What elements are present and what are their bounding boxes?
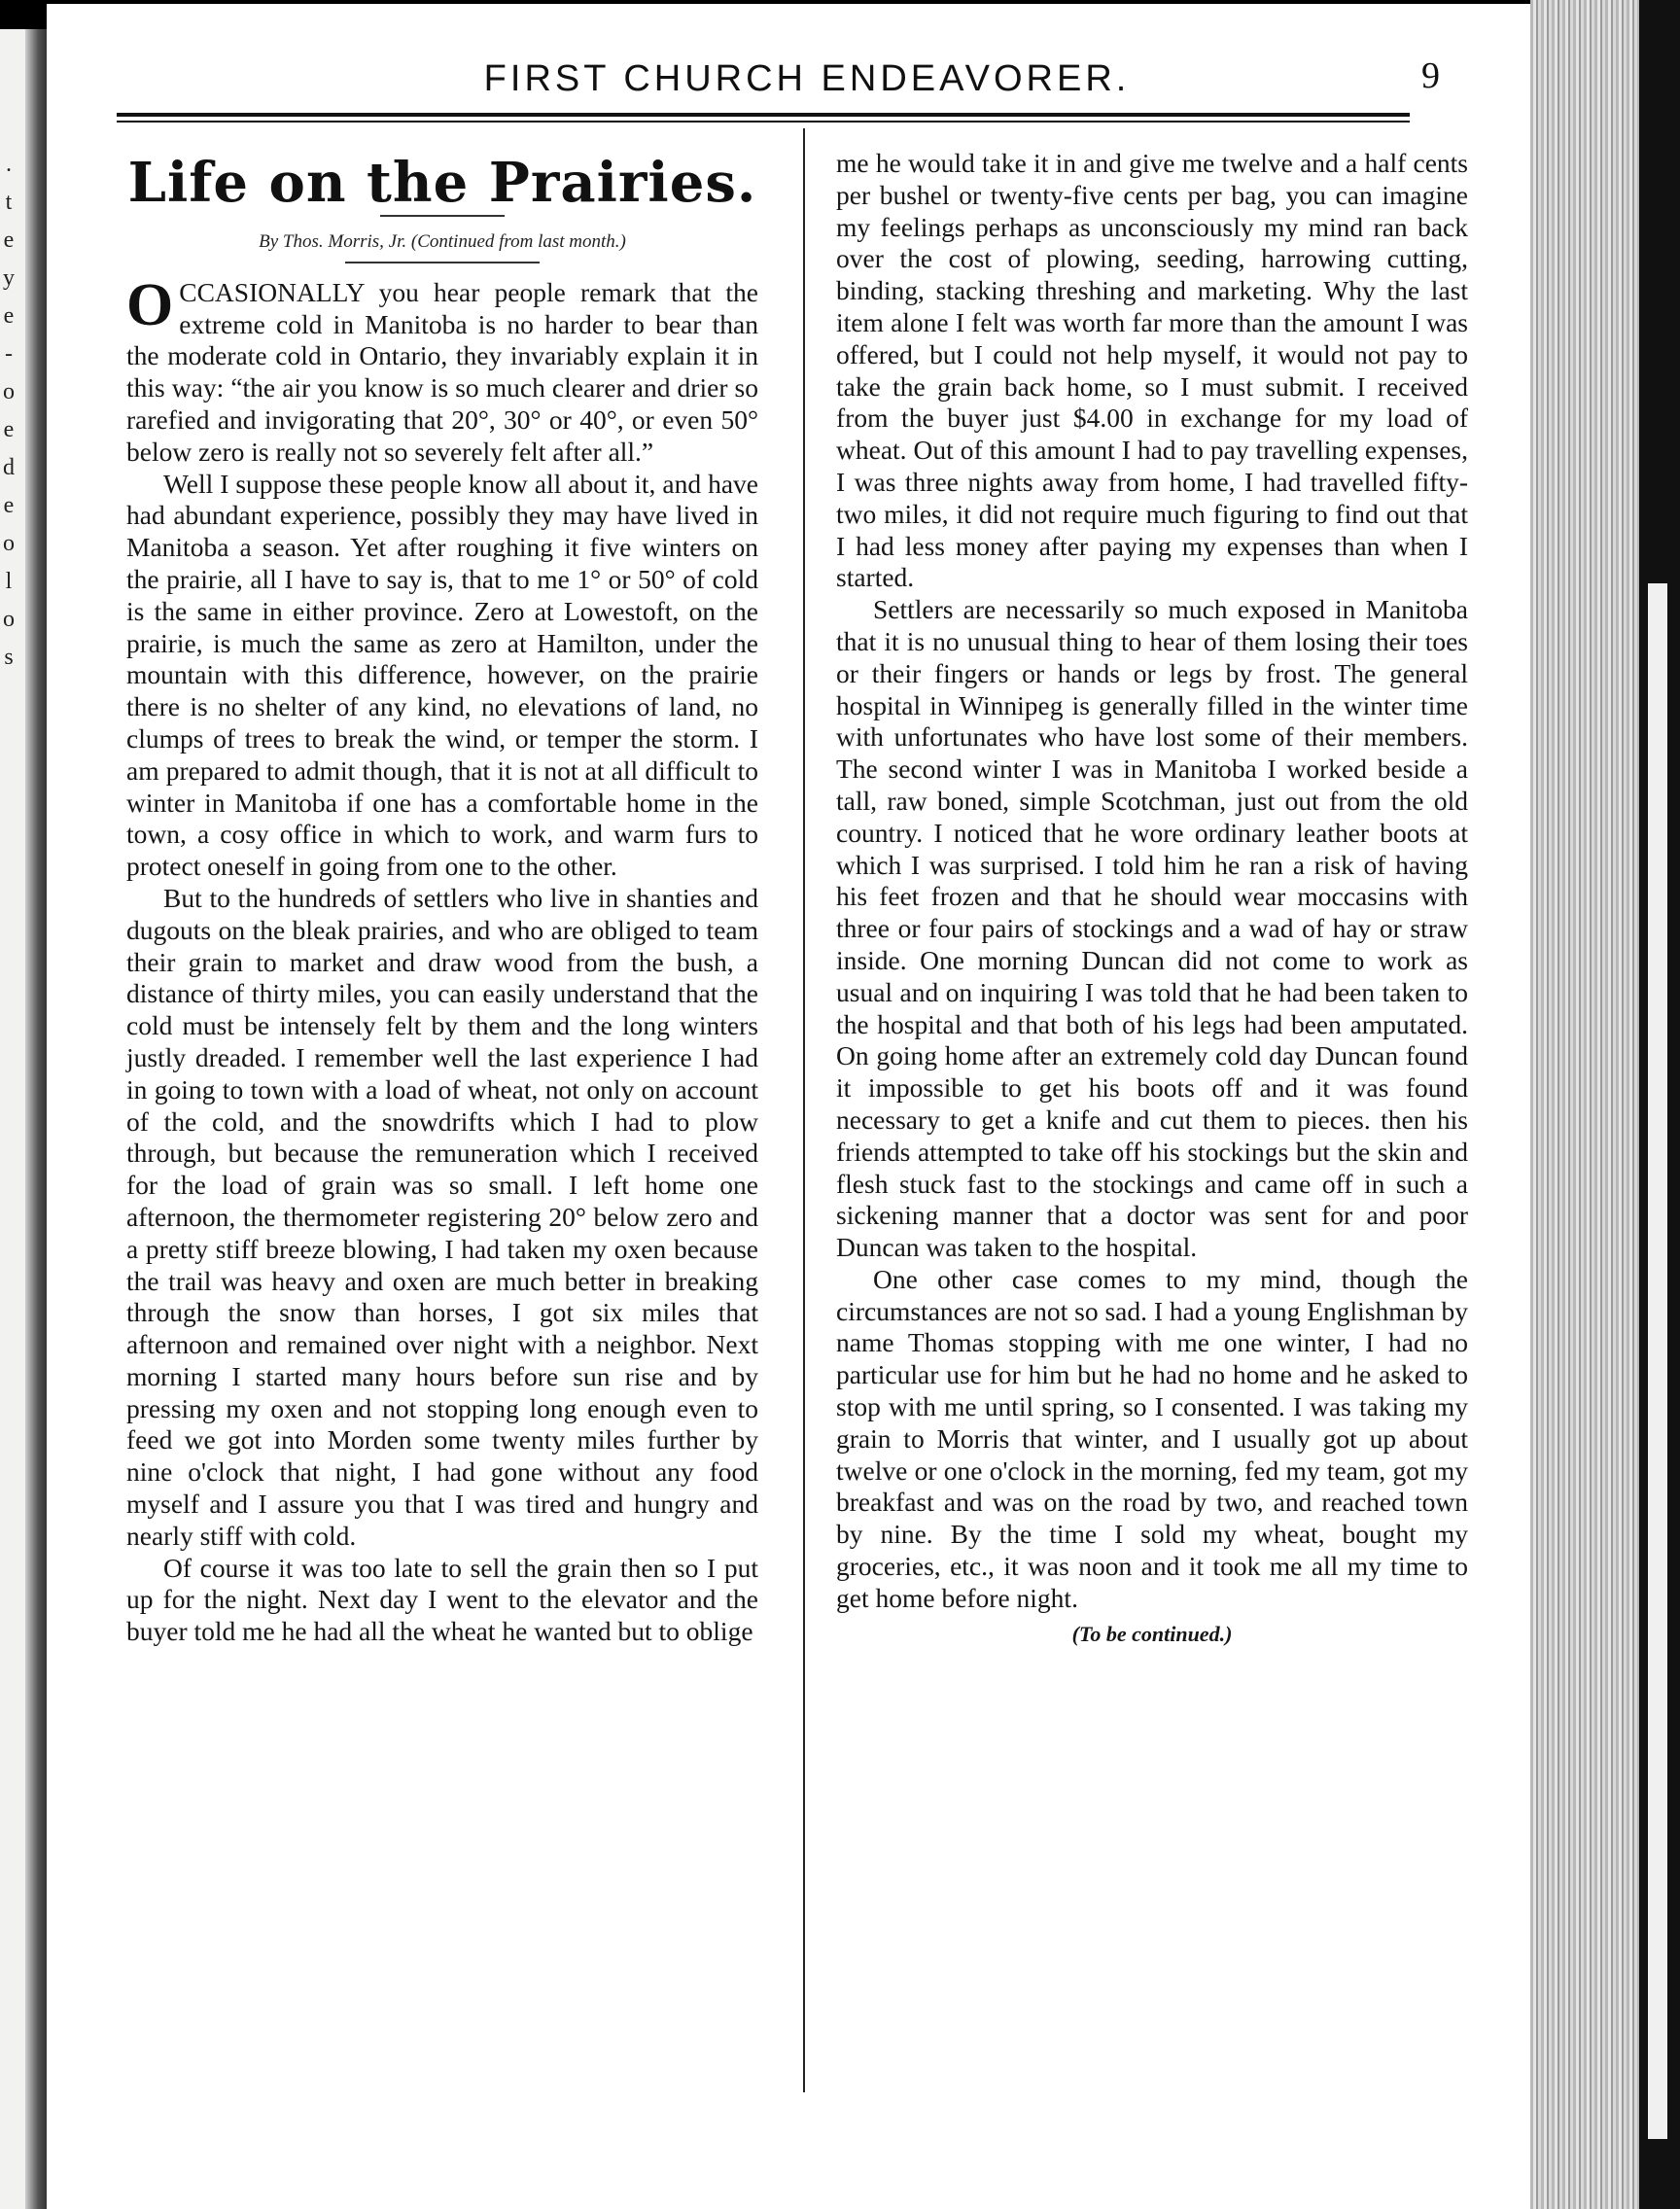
byline: By Thos. Morris, Jr. (Continued from last month.) bbox=[259, 230, 626, 252]
header-rule-thin bbox=[117, 121, 1410, 123]
paragraph: Settlers are necessarily so much exposed in Manitoba that it is no unusual thing to hear of them losing their toes or their fingers or hands or legs by frost. The general hospital in Winnipeg is generally filled in the winter time with unfortunates who have lost some of their members. The second winter I was in Manitoba I worked beside a tall, raw boned, simple Scotchman, just out from the old country. I noticed that he wore ordinary leather boots at which I was surprised. I told him he ran a risk of having his feet frozen and that he should wear moccasins with three or four pairs of stockings and a wad of hay or straw inside. One morning Duncan did not come to work as usual and on inquiring I was told that he had been taken to the hospital and that both of his legs had been amputated. On going home after an extremely cold day Duncan found it impossible to get his boots off and it was found necessary to get a knife and cut them to pieces. then his friends attempted to take off his stockings but the skin and flesh stuck fast to the stockings and came off in such a sickening manner that a doctor was sent for and poor Duncan was taken to the hospital. bbox=[836, 594, 1468, 1263]
paragraph: But to the hundreds of settlers who live in shanties and dugouts on the bleak prairies, and who are obliged to team their grain to market and draw wood from the bush, a distance of thirty miles, you can easily understand that the cold must be intensely felt by them and the long winters justly dreaded. I remember well the last experience I had in going to town with a load of wheat, not only on account of the cold, and the snowdrifts which I had to plow through, but because the remuneration which I received for the load of grain was so small. I left home one afternoon, the thermometer registering 20° below zero and a pretty stiff breeze blowing, I had taken my oxen because the trail was heavy and oxen are much better in breaking through the snow than horses, I got six miles that afternoon and remained over night with a neighbor. Next morning I started many hours before sun rise and by pressing my oxen and not stopping long enough even to feed we got into Morden some twenty miles further by nine o'clock that night, I had gone without any food myself and I assure you that I was tired and hungry and nearly stiff with cold. bbox=[126, 882, 758, 1551]
paragraph: One other case comes to my mind, though the circumstances are not so sad. I had a young Englishman by name Thomas stopping with me one winter, I had no particular use for him but he had no home and he asked to stop with me until spring, so I consented. I was taking my grain to Morris that winter, and I usually got up about twelve or one o'clock in the morning, fed my team, got my breakfast and was on the road by two, and reached town by nine. By the time I sold my wheat, bought my groceries, etc., it was noon and it took me all my time to get home before night. bbox=[836, 1263, 1468, 1613]
title-rule bbox=[380, 215, 505, 217]
paragraph: Of course it was too late to sell the grain then so I put up for the night. Next day I went to the elevator and the buyer told me he had all the wheat he wanted but to oblige bbox=[126, 1552, 758, 1647]
header-rule bbox=[117, 113, 1410, 117]
byline-rule bbox=[345, 262, 540, 263]
right-column bbox=[836, 148, 1468, 1650]
drop-cap: O bbox=[126, 271, 174, 338]
edge-highlight bbox=[1648, 583, 1667, 2139]
facing-page-letters: . t e y e - o e d e o l o s bbox=[3, 152, 15, 670]
column-divider bbox=[803, 128, 805, 2092]
paragraph: me he would take it in and give me twelve and a half cents per bushel or twenty-five cents per bag, you can imagine my feelings perhaps as unconsciously my mind ran back over the cost of plowing, seeding, harrowing cutting, binding, stacking threshing and marketing. Why the last item alone I felt was worth far more than the amount I was offered, but I could not help myself, it would not pay to take the grain back home, so I must submit. I received from the buyer just $4.00 in exchange for my load of wheat. Out of this amount I had to pay travelling expenses, I was three nights away from home, I had travelled fifty-two miles, it did not require much figuring to find out that I had less money after paying my expenses than when I started. bbox=[836, 148, 1468, 593]
book-gutter bbox=[25, 29, 47, 2209]
article-title: Life on the Prairies. bbox=[127, 151, 757, 215]
page-stack-edge bbox=[1530, 0, 1639, 2209]
continued-note: (To be continued.) bbox=[1071, 1621, 1233, 1646]
paragraph: Well I suppose these people know all about it, and have had abundant experience, possibly they may have lived in Manitoba a season. Yet after roughing it five winters on the prairie, all I have to say is, that to me 1° or 50° of cold is the same in either province. Zero at Lowestoft, on the prairie, is much the same as zero at Hamilton, under the mountain with this difference, however, on the prairie there is no shelter of any kind, no elevations of land, no clumps of trees to break the wind, or temper the storm. I am prepared to admit though, that it is not at all difficult to winter in Manitoba if one has a comfortable home in the town, a cosy office in which to work, and warm furs to protect oneself in going from one to the other. bbox=[126, 468, 758, 882]
page-number: 9 bbox=[1421, 55, 1440, 96]
running-head: FIRST CHURCH ENDEAVORER. bbox=[483, 58, 1131, 99]
left-column bbox=[126, 151, 758, 1648]
paragraph: OCCASIONALLY you hear people remark that the extreme cold in Manitoba is no harder to bear than the moderate cold in Ontario, they invariably explain it in this way: “the air you know is so much clearer and drier so rarefied and invigorating that 20°, 30° or 40°, or even 50° below zero is really not so severely felt after all.” bbox=[126, 271, 758, 467]
